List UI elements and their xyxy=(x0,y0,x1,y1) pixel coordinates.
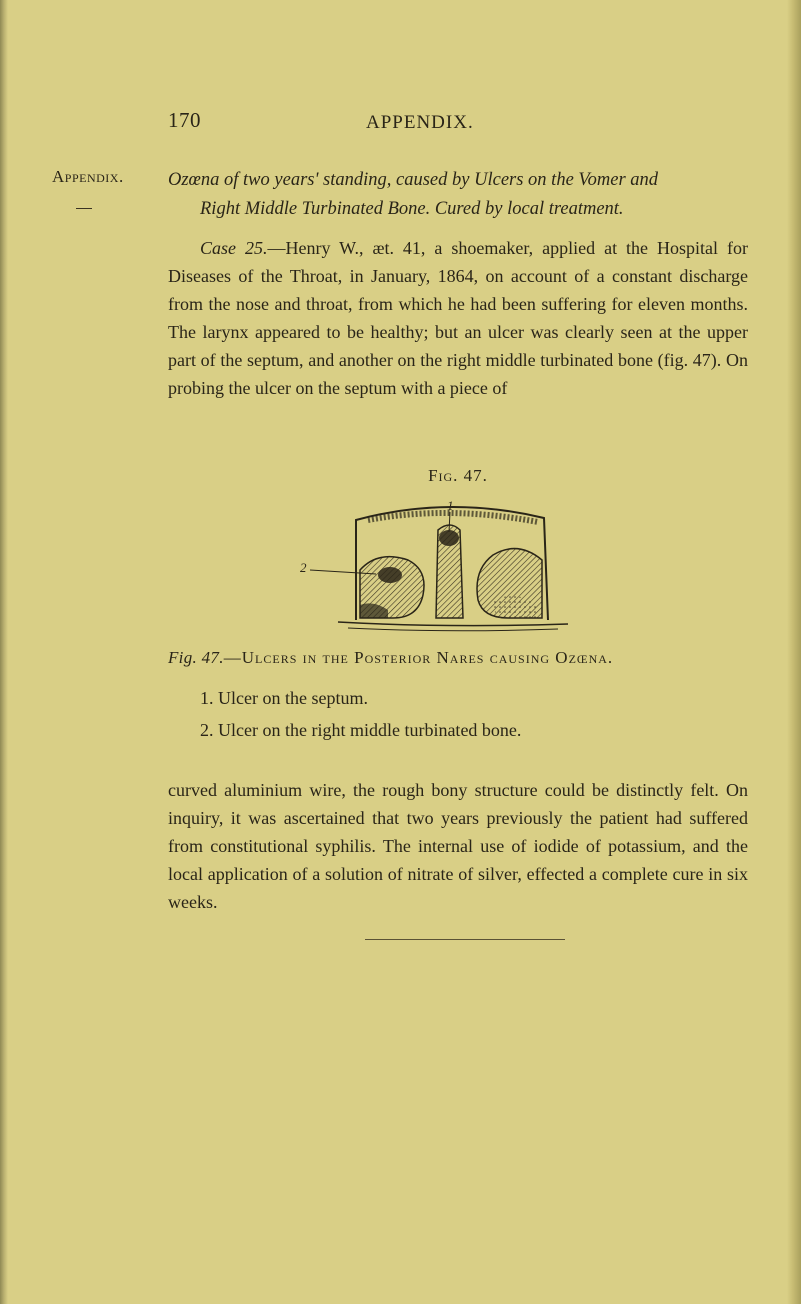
ulcer-septum-mark xyxy=(439,530,459,546)
figure-label-1: 1 xyxy=(447,500,454,513)
section-title xyxy=(168,166,748,224)
figure-base-line-2 xyxy=(348,628,558,631)
running-head: APPENDIX. xyxy=(366,112,474,133)
caption-label: Fig. 47. xyxy=(168,648,224,667)
section-title-line-2: Right Middle Turbinated Bone. Cured by local treatment. xyxy=(200,199,624,219)
legend-item: 1. Ulcer on the septum. xyxy=(200,688,368,708)
vault-shading xyxy=(368,513,538,522)
page-number: 170 xyxy=(168,108,201,132)
paragraph-case-description xyxy=(168,234,748,402)
figure-title: Fig. 47. xyxy=(428,466,488,485)
section-title-line-1: Ozœna of two years' standing, caused by Ulcers on the Vomer and xyxy=(168,170,659,190)
side-label: Appendix. xyxy=(52,167,124,186)
figure-base-line xyxy=(338,622,568,626)
side-label-rule xyxy=(76,208,92,209)
paragraph-1-text: —Henry W., æt. 41, a shoemaker, applied at the Hospital for Diseases of the Throat, in January, 1864, on account of a constant discharge from the nose and throat, from which he had been suffering for eleven months. The larynx appeared to be healthy; but an ulcer was clearly seen at the upper part of the septum, and another on the right middle turbinated bone (fig. 47). On probing the ulcer on the septum with a piece of xyxy=(168,238,748,398)
page-header xyxy=(168,108,508,138)
page-edge-left xyxy=(0,0,8,1304)
case-label: Case 25. xyxy=(200,238,268,258)
figure-posterior-nares xyxy=(298,500,608,640)
paragraph-treatment: curved aluminium wire, the rough bony structure could be distinctly felt. On inquiry, it was ascertained that two years previously the patient had suffered from constitutional syphilis. The internal use of iodide of potassium, and the local application of a solution of nitrate of silver, effected a complete cure in six weeks. xyxy=(168,780,748,912)
footer-rule xyxy=(365,939,565,940)
page-edge-right xyxy=(787,0,801,1304)
figure-label-2: 2 xyxy=(300,560,307,575)
legend-item: 2. Ulcer on the right middle turbinated bone. xyxy=(200,720,522,740)
figure-caption xyxy=(168,648,748,668)
ulcer-turbinate-mark xyxy=(378,567,402,583)
caption-text: —Ulcers in the Posterior Nares causing Ozœna. xyxy=(223,648,614,667)
posterior-nares-illustration xyxy=(298,500,608,640)
